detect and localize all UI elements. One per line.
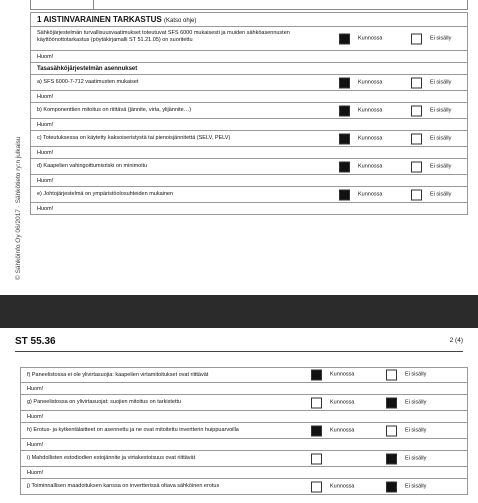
question-text: g) Paneelistossa on ylivirtasuojat: suojien mitoitus on tarkistettu — [27, 399, 182, 405]
question-row-i — [20, 451, 468, 467]
ok-checkbox[interactable] — [339, 33, 350, 44]
not-included-label: Ei sisälly — [430, 191, 452, 197]
note-label: Huom! — [27, 386, 44, 392]
ok-checkbox[interactable] — [311, 453, 322, 464]
note-label: Huom! — [37, 54, 54, 60]
not-included-checkbox[interactable] — [411, 77, 422, 88]
question-text: b) Komponenttien mitoitus on riittävä (jännite, virta, ylijännite…) — [37, 107, 192, 113]
question-text: Sähköjärjestelmän turvallisuusvaatimukset toteutuvat SFS 6000 mukaisesti ja muiden sähköasennusten käyttöönottotarkastus (pöytäkirjamalli ST 51.21.05) on suoritettu — [37, 30, 290, 43]
not-included-label: Ei sisälly — [405, 399, 427, 405]
not-included-label: Ei sisälly — [430, 79, 452, 85]
not-included-checkbox[interactable] — [411, 33, 422, 44]
question-row-a — [30, 75, 468, 91]
ok-label: Kunnossa — [358, 79, 383, 85]
note-label: Huom! — [27, 470, 44, 476]
note-row[interactable] — [30, 203, 468, 215]
question-row-intro — [30, 27, 468, 51]
section-title: 1 AISTINVARAINEN TARKASTUS — [37, 15, 162, 24]
note-label: Huom! — [37, 178, 54, 184]
copyright-sidebar — [10, 80, 24, 280]
note-row[interactable] — [30, 51, 468, 63]
note-label: Huom! — [37, 94, 54, 100]
question-text: h) Erotus- ja kytkentälaitteet on asennettu ja ne ovat mitoitettu invertterin huippuarvoilla — [27, 427, 239, 433]
not-included-label: Ei sisälly — [430, 135, 452, 141]
inspection-form-1 — [30, 12, 468, 215]
ok-label: Kunnossa — [330, 427, 355, 433]
not-included-checkbox[interactable] — [386, 370, 397, 381]
section-hint: (Katso ohje) — [163, 18, 197, 24]
not-included-label: Ei sisälly — [405, 455, 427, 461]
ok-label: Kunnossa — [358, 107, 383, 113]
ok-checkbox[interactable] — [339, 77, 350, 88]
ok-checkbox[interactable] — [339, 105, 350, 116]
section-header — [30, 12, 468, 27]
note-label: Huom! — [37, 150, 54, 156]
subheading-row — [30, 63, 468, 75]
question-text: j) Toiminnallisen maadoituksen kanssa on invertterissä oltava sähköinen erotus — [27, 483, 220, 489]
note-row[interactable] — [20, 467, 468, 479]
not-included-checkbox[interactable] — [386, 397, 397, 408]
ok-checkbox[interactable] — [311, 370, 322, 381]
question-row-d — [30, 159, 468, 175]
not-included-checkbox[interactable] — [411, 161, 422, 172]
not-included-checkbox[interactable] — [411, 133, 422, 144]
page-number: 2 (4) — [449, 337, 463, 344]
inspection-form-2 — [20, 367, 468, 495]
ok-checkbox[interactable] — [311, 425, 322, 436]
not-included-checkbox[interactable] — [411, 105, 422, 116]
note-row[interactable] — [20, 411, 468, 423]
question-row-g — [20, 395, 468, 411]
note-label: Huom! — [37, 206, 54, 212]
header-frame — [30, 0, 468, 10]
not-included-label: Ei sisälly — [405, 483, 427, 489]
note-row[interactable] — [20, 439, 468, 451]
ok-label: Kunnossa — [358, 163, 383, 169]
not-included-checkbox[interactable] — [411, 189, 422, 200]
note-label: Huom! — [27, 442, 44, 448]
question-text: c) Toteutuksessa on käytetty kaksoiseristystä tai pienoisjännitettä (SELV, PELV) — [37, 135, 231, 141]
copyright-text: © Sähköinfo Oy 06/2017 · Sähkötieto ry:n julkaisu — [15, 136, 22, 280]
question-row-b — [30, 103, 468, 119]
question-text: e) Johtojärjestelmä on ympäristöolosuhteiden mukainen — [37, 191, 174, 197]
subheading: Tasasähköjärjestelmän asennukset — [37, 66, 138, 72]
question-row-f — [20, 367, 468, 383]
note-row[interactable] — [30, 91, 468, 103]
page-gap — [0, 295, 478, 328]
header-rule — [15, 351, 463, 352]
not-included-checkbox[interactable] — [386, 481, 397, 492]
ok-label: Kunnossa — [358, 191, 383, 197]
ok-label: Kunnossa — [330, 399, 355, 405]
note-row[interactable] — [30, 119, 468, 131]
ok-checkbox[interactable] — [311, 397, 322, 408]
ok-checkbox[interactable] — [311, 481, 322, 492]
not-included-label: Ei sisälly — [405, 371, 427, 378]
ok-label: Kunnossa — [330, 371, 355, 378]
question-row-h — [20, 423, 468, 439]
question-row-e — [30, 187, 468, 203]
ok-checkbox[interactable] — [339, 133, 350, 144]
ok-checkbox[interactable] — [339, 189, 350, 200]
question-text: a) SFS 6000-7-712 vaatimusten mukaiset — [37, 79, 139, 85]
not-included-label: Ei sisälly — [430, 107, 452, 113]
note-row[interactable] — [30, 175, 468, 187]
note-label: Huom! — [37, 122, 54, 128]
question-text: d) Kaapelien vahingoittumisriski on minimoitu — [37, 163, 148, 169]
ok-label: Kunnossa — [330, 483, 355, 489]
not-included-checkbox[interactable] — [386, 453, 397, 464]
ok-label: Kunnossa — [358, 135, 383, 141]
ok-checkbox[interactable] — [339, 161, 350, 172]
document-id: ST 55.36 — [15, 336, 56, 347]
note-row[interactable] — [30, 147, 468, 159]
question-text: f) Paneelistossa ei ole ylivirtasuojia: kaapelien virtamitoitukset ovat riittävät — [27, 372, 209, 378]
not-included-label: Ei sisälly — [405, 427, 427, 433]
question-row-j — [20, 479, 468, 495]
ok-label: Kunnossa — [358, 35, 383, 41]
note-row[interactable] — [20, 383, 468, 395]
question-text: i) Mahdollisten estodiodien estojännite ja virtakestoisuus ovat riittävät — [27, 455, 196, 461]
note-label: Huom! — [27, 414, 44, 420]
not-included-label: Ei sisälly — [430, 163, 452, 169]
not-included-checkbox[interactable] — [386, 425, 397, 436]
question-row-c — [30, 131, 468, 147]
not-included-label: Ei sisälly — [430, 35, 452, 41]
